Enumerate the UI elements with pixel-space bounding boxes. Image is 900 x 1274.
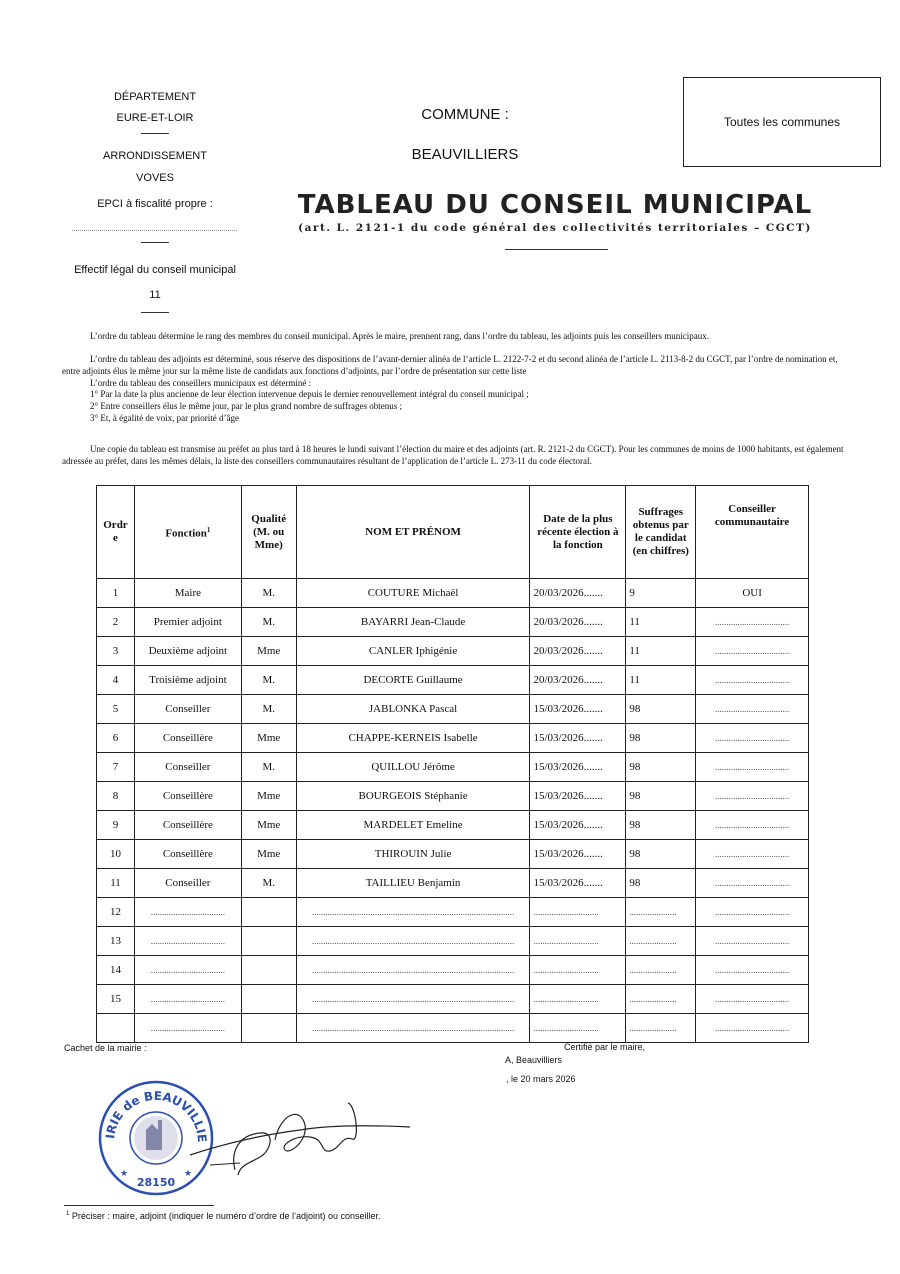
cell-nom: TAILLIEU Benjamin xyxy=(296,869,530,898)
cell-qualite xyxy=(241,898,296,927)
cell-fonction: Premier adjoint xyxy=(134,608,241,637)
table-row xyxy=(97,579,809,608)
cell-ordre: 3 xyxy=(97,637,135,666)
cell-fonction: Conseillère xyxy=(134,840,241,869)
cell-fonction: ................................. xyxy=(134,956,241,985)
star-icon: ★ xyxy=(184,1168,193,1178)
cell-ordre: 8 xyxy=(97,782,135,811)
cell-date: 20/03/2026....... xyxy=(530,666,626,695)
cell-conseiller: ................................. xyxy=(696,782,809,811)
cell-suffrages: 98 xyxy=(626,724,696,753)
cell-fonction: Conseillère xyxy=(134,782,241,811)
divider xyxy=(141,133,169,134)
cell-ordre: 13 xyxy=(97,927,135,956)
cell-date: 20/03/2026....... xyxy=(530,637,626,666)
cell-ordre: 11 xyxy=(97,869,135,898)
footnote xyxy=(66,1211,381,1221)
cell-conseiller: ................................. xyxy=(696,1014,809,1043)
cell-fonction: ................................. xyxy=(134,985,241,1014)
cell-date: 15/03/2026....... xyxy=(530,782,626,811)
certifie-text: Certifié par le maire, xyxy=(564,1042,646,1052)
header-conseiller: Conseiller communautaire xyxy=(696,486,809,579)
cell-ordre: 15 xyxy=(97,985,135,1014)
table-row xyxy=(97,898,809,927)
cell-conseiller: ................................. xyxy=(696,753,809,782)
cell-fonction: Troisième adjoint xyxy=(134,666,241,695)
cell-qualite xyxy=(241,985,296,1014)
cell-nom: JABLONKA Pascal xyxy=(296,695,530,724)
cell-suffrages: 98 xyxy=(626,782,696,811)
effectif-label: Effectif légal du conseil municipal xyxy=(74,264,236,276)
cell-nom: DECORTE Guillaume xyxy=(296,666,530,695)
signature-icon xyxy=(180,1095,420,1185)
cell-fonction: Conseillère xyxy=(134,811,241,840)
cell-date: 20/03/2026....... xyxy=(530,579,626,608)
certifie-place: A, Beauvilliers xyxy=(505,1055,563,1065)
table-row xyxy=(97,1014,809,1043)
cell-fonction: Conseiller xyxy=(134,869,241,898)
cell-qualite: M. xyxy=(241,695,296,724)
cell-ordre: 6 xyxy=(97,724,135,753)
cell-ordre: 10 xyxy=(97,840,135,869)
cell-conseiller: ................................. xyxy=(696,840,809,869)
cell-nom: .......................................................................................... xyxy=(296,985,530,1014)
divider xyxy=(141,312,169,313)
cell-ordre: 7 xyxy=(97,753,135,782)
cell-ordre: 4 xyxy=(97,666,135,695)
cell-conseiller: ................................. xyxy=(696,666,809,695)
arrondissement-label: ARRONDISSEMENT xyxy=(103,150,207,162)
footnote-marker: 1 xyxy=(66,1211,70,1217)
cell-conseiller: ................................. xyxy=(696,695,809,724)
cell-suffrages: 98 xyxy=(626,753,696,782)
header-date: Date de la plus récente élection à la fonction xyxy=(530,486,626,579)
table-header-row xyxy=(97,486,809,579)
cell-date: 15/03/2026....... xyxy=(530,753,626,782)
page-title: TABLEAU DU CONSEIL MUNICIPAL xyxy=(297,190,813,220)
cell-qualite: Mme xyxy=(241,637,296,666)
table-row xyxy=(97,637,809,666)
cell-conseiller: ................................. xyxy=(696,985,809,1014)
cell-date: ............................. xyxy=(530,898,626,927)
cell-ordre xyxy=(97,1014,135,1043)
para-rule-1: 1° Par la date la plus ancienne de leur élection intervenue depuis le dernier renouvellement intégral du conseil municipal ; xyxy=(90,389,529,400)
certifie-date: , le 20 mars 2026 xyxy=(506,1074,576,1084)
top-right-box xyxy=(683,77,881,167)
table-row xyxy=(97,869,809,898)
epci-dotted-line xyxy=(72,230,237,231)
divider xyxy=(141,242,169,243)
table-row xyxy=(97,927,809,956)
table-row xyxy=(97,811,809,840)
departement-value: EURE-ET-LOIR xyxy=(116,112,194,124)
para-conseillers: L’ordre du tableau des conseillers municipaux est déterminé : xyxy=(90,377,312,388)
cell-fonction: ................................. xyxy=(134,927,241,956)
cell-suffrages: ..................... xyxy=(626,927,696,956)
cell-conseiller: ................................. xyxy=(696,637,809,666)
cell-suffrages: ..................... xyxy=(626,898,696,927)
cell-qualite: Mme xyxy=(241,724,296,753)
cell-ordre: 1 xyxy=(97,579,135,608)
cell-qualite: M. xyxy=(241,753,296,782)
cell-date: ............................. xyxy=(530,1014,626,1043)
para-rule-2: 2° Entre conseillers élus le même jour, par le plus grand nombre de suffrages obtenus ; xyxy=(90,401,402,412)
cell-qualite: Mme xyxy=(241,811,296,840)
para-copie: Une copie du tableau est transmise au préfet au plus tard à 18 heures le lundi suivant l’élection du maire et des adjoints (art. R. 2121-2 du CGCT). Pour les communes de moins de 1000 habitants, est également adressée au préfet, dans les mêmes délais, la liste des conseillers communautaires résultant de l’application de l’article L. 273-11 du code électoral. xyxy=(62,444,844,466)
cell-ordre: 9 xyxy=(97,811,135,840)
cell-suffrages: ..................... xyxy=(626,985,696,1014)
header-nom: NOM ET PRÉNOM xyxy=(296,486,530,579)
table-row xyxy=(97,956,809,985)
departement-label: DÉPARTEMENT xyxy=(113,91,197,103)
cell-suffrages: 98 xyxy=(626,840,696,869)
cell-date: ............................. xyxy=(530,927,626,956)
cell-suffrages: 9 xyxy=(626,579,696,608)
cell-conseiller: ................................. xyxy=(696,956,809,985)
cell-ordre: 14 xyxy=(97,956,135,985)
cell-suffrages: 98 xyxy=(626,811,696,840)
cell-ordre: 12 xyxy=(97,898,135,927)
top-right-box-text: Toutes les communes xyxy=(723,115,841,129)
cell-fonction: Conseiller xyxy=(134,753,241,782)
cell-qualite: Mme xyxy=(241,782,296,811)
cell-suffrages: 11 xyxy=(626,608,696,637)
cell-qualite: M. xyxy=(241,608,296,637)
cell-nom: .......................................................................................... xyxy=(296,1014,530,1043)
para-adjoints-text: L’ordre du tableau des adjoints est déterminé, sous réserve des dispositions de l’avant-dernier alinéa de l’article L. 2122-7-2 et du second alinéa de l’article L. 2113-8-2 du CGCT, par l’ordre de nomination et, entre adjoints élus le même jour sur la même liste de candidats aux fonctions d’adjoints, par l’ordre de présentation sur cette liste xyxy=(62,354,838,376)
table-row xyxy=(97,985,809,1014)
cell-conseiller: ................................. xyxy=(696,898,809,927)
cell-qualite xyxy=(241,927,296,956)
cell-fonction: Maire xyxy=(134,579,241,608)
cell-conseiller: ................................. xyxy=(696,724,809,753)
cell-date: 15/03/2026....... xyxy=(530,724,626,753)
table-row xyxy=(97,666,809,695)
cell-nom: CANLER Iphigénie xyxy=(296,637,530,666)
cell-qualite xyxy=(241,1014,296,1043)
cell-nom: BAYARRI Jean-Claude xyxy=(296,608,530,637)
cell-nom: .......................................................................................... xyxy=(296,927,530,956)
cell-conseiller: OUI xyxy=(696,579,809,608)
header-ordre: Ordre xyxy=(97,486,135,579)
header-fonction: Fonction$^1$ xyxy=(134,486,241,579)
cell-qualite: Mme xyxy=(241,840,296,869)
cell-fonction: ................................. xyxy=(134,1014,241,1043)
header-qualite: Qualité (M. ou Mme) xyxy=(241,486,296,579)
table-row xyxy=(97,695,809,724)
cell-suffrages: 11 xyxy=(626,666,696,695)
table-row xyxy=(97,782,809,811)
title-divider xyxy=(505,249,608,250)
para-rule-3: 3° Et, à égalité de voix, par priorité d’âge xyxy=(90,412,240,423)
page-subtitle: (art. L. 2121-1 du code général des collectivités territoriales – CGCT) xyxy=(298,222,812,234)
cell-fonction: Deuxième adjoint xyxy=(134,637,241,666)
epci-label: EPCI à fiscalité propre : xyxy=(97,198,213,210)
cell-qualite: M. xyxy=(241,666,296,695)
cachet-label: Cachet de la mairie : xyxy=(64,1043,147,1053)
footnote-ref: 1 xyxy=(206,525,211,534)
cell-nom: COUTURE Michaël xyxy=(296,579,530,608)
cell-suffrages: 98 xyxy=(626,695,696,724)
cell-conseiller: ................................. xyxy=(696,608,809,637)
footnote-divider xyxy=(64,1205,214,1206)
stamp-postcode: 28150 xyxy=(136,1176,176,1189)
cell-date: 15/03/2026....... xyxy=(530,840,626,869)
cell-suffrages: ..................... xyxy=(626,956,696,985)
cell-ordre: 2 xyxy=(97,608,135,637)
cell-nom: BOURGEOIS Stéphanie xyxy=(296,782,530,811)
cell-suffrages: 11 xyxy=(626,637,696,666)
arrondissement-value: VOVES xyxy=(136,172,174,184)
cell-date: 15/03/2026....... xyxy=(530,811,626,840)
cell-nom: CHAPPE-KERNEIS Isabelle xyxy=(296,724,530,753)
commune-label: COMMUNE : xyxy=(421,106,509,123)
cell-nom: MARDELET Emeline xyxy=(296,811,530,840)
cell-qualite: M. xyxy=(241,579,296,608)
cell-nom: QUILLOU Jérôme xyxy=(296,753,530,782)
table-row xyxy=(97,608,809,637)
para-adjoints xyxy=(62,354,852,425)
star-icon: ★ xyxy=(120,1168,129,1178)
cell-fonction: Conseiller xyxy=(134,695,241,724)
table-row xyxy=(97,753,809,782)
council-table xyxy=(96,485,809,1043)
table-row xyxy=(97,724,809,753)
cell-date: 20/03/2026....... xyxy=(530,608,626,637)
cell-nom: .......................................................................................... xyxy=(296,898,530,927)
table-row xyxy=(97,840,809,869)
footnote-text: Préciser : maire, adjoint (indiquer le numéro d’ordre de l’adjoint) ou conseiller. xyxy=(71,1211,381,1221)
cell-conseiller: ................................. xyxy=(696,869,809,898)
effectif-value: 11 xyxy=(149,289,161,301)
cell-suffrages: 98 xyxy=(626,869,696,898)
commune-name: BEAUVILLIERS xyxy=(411,146,519,163)
cell-conseiller: ................................. xyxy=(696,927,809,956)
cell-date: 15/03/2026....... xyxy=(530,695,626,724)
cell-qualite xyxy=(241,956,296,985)
cell-conseiller: ................................. xyxy=(696,811,809,840)
cell-date: 15/03/2026....... xyxy=(530,869,626,898)
para-ordre-tableau: L’ordre du tableau détermine le rang des membres du conseil municipal. Après le maire, prennent rang, dans l’ordre du tableau, les adjoints puis les conseillers municipaux. xyxy=(90,331,709,341)
cell-suffrages: ..................... xyxy=(626,1014,696,1043)
cell-nom: .......................................................................................... xyxy=(296,956,530,985)
stamp-text: IRIE de BEAUVILLIE xyxy=(103,1088,210,1143)
cell-qualite: M. xyxy=(241,869,296,898)
header-suffrages: Suffrages obtenus par le candidat (en chiffres) xyxy=(626,486,696,579)
cell-nom: THIROUIN Julie xyxy=(296,840,530,869)
cell-date: ............................. xyxy=(530,956,626,985)
cell-fonction: Conseillère xyxy=(134,724,241,753)
cell-fonction: ................................. xyxy=(134,898,241,927)
cell-ordre: 5 xyxy=(97,695,135,724)
cell-date: ............................. xyxy=(530,985,626,1014)
